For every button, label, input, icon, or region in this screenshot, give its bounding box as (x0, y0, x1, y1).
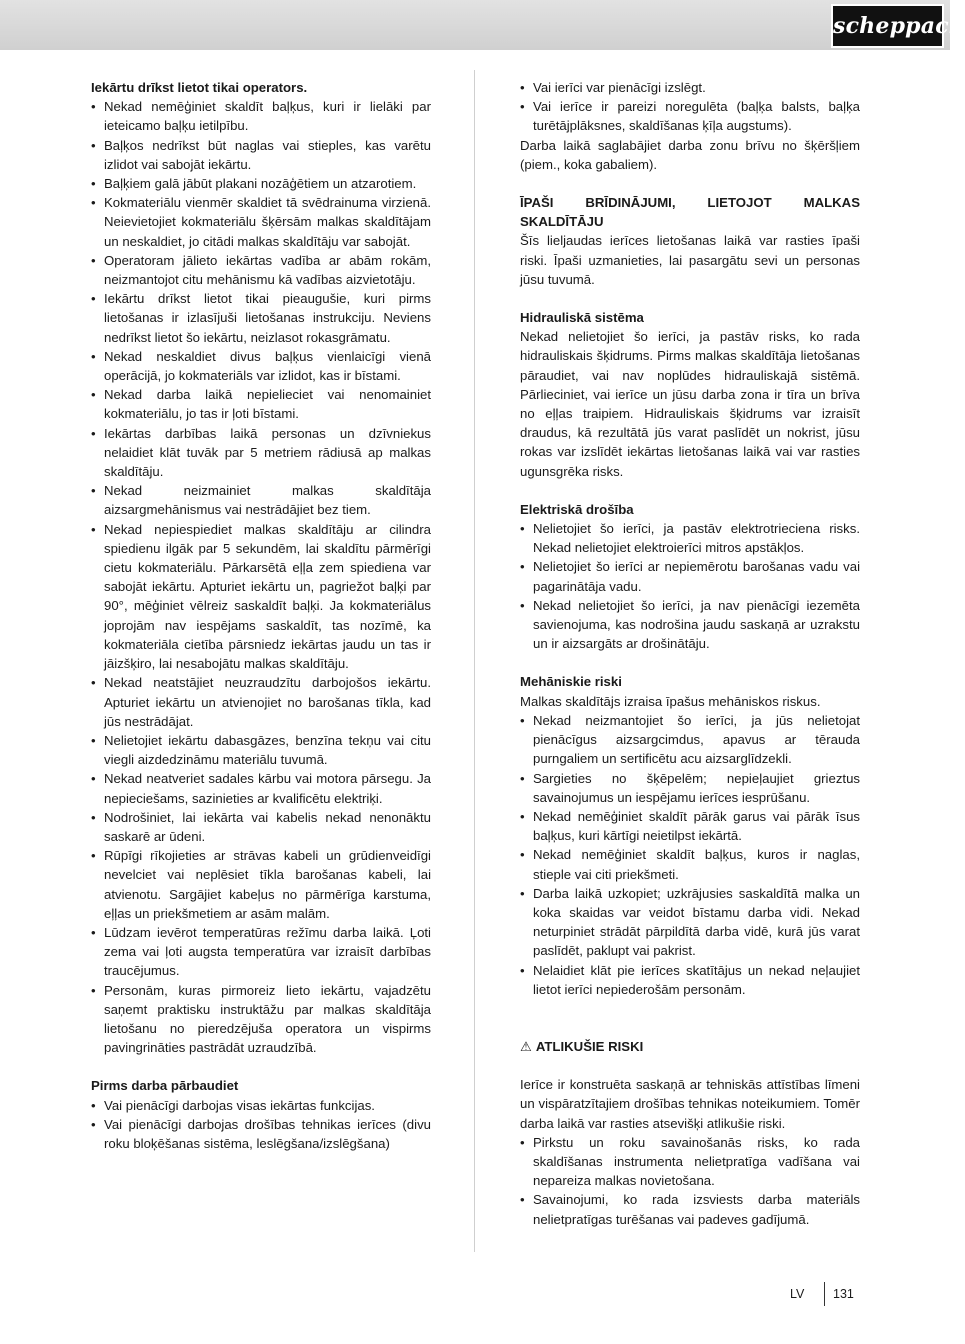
list-item: • Vai pienācīgi darbojas visas iekārtas funkcijas. (91, 1096, 431, 1115)
list-item: • Baļķiem galā jābūt plakani nozāģētiem un atzarotiem. (91, 174, 431, 193)
mechanical-heading: Mehāniskie riski (520, 674, 622, 690)
list-item: • Nekad neizmainiet malkas skaldītāja aizsargmehānismus vai nestrādājiet bez tiem. (91, 481, 431, 519)
list-item: • Kokmateriālu vienmēr skaldiet tā svēdrainuma virzienā. Neievietojiet kokmateriālu šķērsām malkas skaldītājam un neskaldiet, jo citādi malkas skaldītāju var sabojāt. (91, 193, 431, 251)
residual-text: Ierīce ir konstruēta saskaņā ar tehniskās attīstības līmeni un vispāratzītajiem drošības tehnikas noteikumiem. Tomēr darba laikā var rasties atsevišķi atlikušie riski. (520, 1077, 860, 1131)
residual-heading-text: ATLIKUŠIE RISKI (535, 1038, 644, 1054)
hydraulic-text: Nekad nelietojiet šo ierīci, ja pastāv risks, ko rada hidrauliskais šķidrums. Pirms malkas skaldītāja lietošanas pāraudiet, vai nav noplūdes hidrauliskajā sistēmā. Pārlieciniet, vai ierīce un jūsu darba zona ir tīra un brīva no eļļas traipiem. Hidrauliskais šķidrums var izraisīt draudus, kā rezultātā jūs varat paslīdēt un nokrist, jūsu rokas var izslīdēt iekārtas lietošanas laikā vai var rasties ugunsgrēka risks. (520, 329, 860, 479)
check-list-continued (520, 78, 860, 136)
header-bar (0, 0, 950, 50)
footer-divider (824, 1282, 825, 1306)
intro-text: Iekārtu drīkst lietot tikai operators. (91, 80, 308, 95)
electric-list (520, 519, 860, 653)
list-item: • Rūpīgi rīkojieties ar strāvas kabeli un grūdienveidīgi nevelciet vai neplēsiet tīkla barošanas kabeli, lai atvienotu. Sargājiet kabeļus no pārmērīga karstuma, eļļas un priekšmetiem ar asām malām. (91, 846, 431, 923)
list-item: • Darba laikā uzkopiet; uzkrājusies saskaldītā malka un koka skaidas var veidot bīstamu darba vidi. Nekad neturpiniet strādāt pārpildītā darba vidē, kurā jūs varat paslīdēt, paklupt vai pakrist. (520, 884, 860, 961)
language-code: LV (790, 1287, 805, 1301)
list-item: • Iekārtu drīkst lietot tikai pieaugušie, kuri pirms lietošanas ir izlasījuši lietošanas instrukciju. Neviens nedrīkst lietot šo iekārtu, neizlasot rokasgrāmatu. (91, 289, 431, 347)
safety-list (91, 97, 431, 1057)
list-item: • Savainojumi, ko rada izsviests darba materiāls nelietpratīgas turēšanas vai padeves gadījumā. (520, 1190, 860, 1228)
list-item: • Nelaidiet klāt pie ierīces skatītājus un nekad neļaujiet lietot ierīci nepiederošām personām. (520, 961, 860, 999)
check-list (91, 1096, 431, 1154)
brand-logo: scheppach (831, 4, 944, 48)
left-column (91, 78, 431, 1153)
page-footer (790, 1283, 854, 1305)
column-divider (474, 70, 475, 1252)
right-column (520, 78, 860, 1229)
list-item: • Nelietojiet iekārtu dabasgāzes, benzīna tekņu vai citu viegli aizdedzināmu materiālu tuvumā. (91, 731, 431, 769)
list-item: • Nekad neatveriet sadales kārbu vai motora pārsegu. Ja nepieciešams, sazinieties ar kvalificētu elektriķi. (91, 769, 431, 807)
list-item: • Lūdzam ievērot temperatūras režīmu darba laikā. Ļoti zema vai ļoti augsta temperatūra var izraisīt darbības traucējumus. (91, 923, 431, 981)
list-item: • Nelietojiet šo ierīci ar nepiemērotu barošanas vadu vai pagarinātāja vadu. (520, 557, 860, 595)
list-item: • Personām, kuras pirmoreiz lieto iekārtu, vajadzētu saņemt praktisku instruktāžu par malkas skaldītāja lietošanu no pieredzējuša operatora un vispirms pavingrināties pastrādāt uzraudzībā. (91, 981, 431, 1058)
list-item: • Nekad nelietojiet šo ierīci, ja nav pienācīgi iezemēta savienojuma, kas nodrošina jaudu saskaņā ar uzrakstu un ir aizsargāts ar drošinātāju. (520, 596, 860, 654)
list-item: • Nekad nemēģiniet skaldīt pārāk garus vai pārāk īsus baļķus, kuri kārtīgi neietilpst iekārtā. (520, 807, 860, 845)
list-item: • Nodrošiniet, lai iekārta vai kabelis nekad nenonāktu saskarē ar ūdeni. (91, 808, 431, 846)
mechanical-list (520, 711, 860, 999)
residual-list (520, 1133, 860, 1229)
special-warnings-heading: ĪPAŠI BRĪDINĀJUMI, LIETOJOT MALKAS SKALDĪTĀJU (520, 195, 860, 230)
list-item: • Pirkstu un roku savainošanās risks, ko rada skaldīšanas instrumenta nelietpratīga vadīšana vai nepareiza malkas novietošana. (520, 1133, 860, 1191)
list-item: • Sargieties no šķēpelēm; nepieļaujiet grieztus savainojumus un iespējamu ierīces iesprūšanu. (520, 769, 860, 807)
list-item: • Vai ierīci var pienācīgi izslēgt. (520, 78, 860, 97)
list-item: • Nelietojiet šo ierīci, ja pastāv elektrotrieciena risks. Nekad nelietojiet elektroierīci mitros apstākļos. (520, 519, 860, 557)
hydraulic-heading: Hidrauliskā sistēma (520, 310, 644, 326)
list-item: • Vai ierīce ir pareizi noregulēta (baļķa balsts, baļķa turētājplāksnes, skaldīšanas ķīļa augstums). (520, 97, 860, 135)
check-heading: Pirms darba pārbaudiet (91, 1078, 239, 1094)
list-item: • Nekad neskaldiet divus baļķus vienlaicīgi vienā operācijā, jo kokmateriāls var izlidot, kas ir bīstami. (91, 347, 431, 385)
list-item: • Operatoram jālieto iekārtas vadība ar abām rokām, neizmantojot citu mehānismu kā vadības aizvietotāju. (91, 251, 431, 289)
special-warnings-text: Šīs lieljaudas ierīces lietošanas laikā var rasties īpaši riski. Īpaši uzmanieties, lai pasargātu sevi un personas jūsu tuvumā. (520, 233, 860, 287)
list-item: • Nekad nemēģiniet skaldīt baļķus, kuros ir naglas, stieple vai citi priekšmeti. (520, 845, 860, 883)
list-item: • Nekad darba laikā nepielieciet vai nenomainiet kokmateriālu, jo tas ir ļoti bīstami. (91, 385, 431, 423)
list-item: • Nekad nepiespiediet malkas skaldītāju ar cilindra spiedienu ilgāk par 5 sekundēm, lai skaldītu pārmērīgi cietu kokmateriālu. Pārkarsētā eļļa zem spiediena var sabojāt iekārtu. Apturiet iekārtu un, pagriežot baļķi par 90°, mēģiniet vēlreiz saskaldīt baļķi. Ja kokmateriālus joprojām nav iespējams saskaldīt, tas nozīmē, ka kokmateriāla cietība pārsniedz iekārtas jaudu un tas ir jāizšķiro, lai nesabojātu malkas skaldītāju. (91, 520, 431, 674)
list-item: • Nekad neizmantojiet šo ierīci, ja jūs nelietojat pienācīgus aizsargcimdus, apavus ar tērauda purngaliem un sertificētu acu aizsarglīdzekli. (520, 711, 860, 769)
residual-heading (520, 1037, 860, 1056)
mechanical-text: Malkas skaldītājs izraisa īpašus mehāniskos riskus. (520, 693, 821, 709)
list-item: • Nekad nemēģiniet skaldīt baļķus, kuri ir lielāki par ieteicamo baļķu ietilpību. (91, 97, 431, 135)
list-item: • Baļķos nedrīkst būt naglas vai stieples, kas varētu izlidot vai sabojāt iekārtu. (91, 136, 431, 174)
list-item: • Vai pienācīgi darbojas drošības tehnikas ierīces (divu roku bloķēšanas sistēma, leslēgšana/izslēgšana) (91, 1115, 431, 1153)
electric-heading: Elektriskā drošība (520, 501, 634, 517)
list-item: • Iekārtas darbības laikā personas un dzīvniekus nelaidiet klāt tuvāk par 5 metriem rādiusā ap malkas skaldītāju. (91, 424, 431, 482)
list-item: • Nekad neatstājiet neuzraudzītu darbojošos iekārtu. Apturiet iekārtu un atvienojiet no barošanas tīkla, kad jūs nestrādājat. (91, 673, 431, 731)
work-area-text: Darba laikā saglabājiet darba zonu brīvu no šķēršļiem (piem., koka gabaliem). (520, 137, 860, 172)
warning-triangle-icon: ⚠ (520, 1038, 532, 1054)
page-number: 131 (833, 1287, 854, 1301)
